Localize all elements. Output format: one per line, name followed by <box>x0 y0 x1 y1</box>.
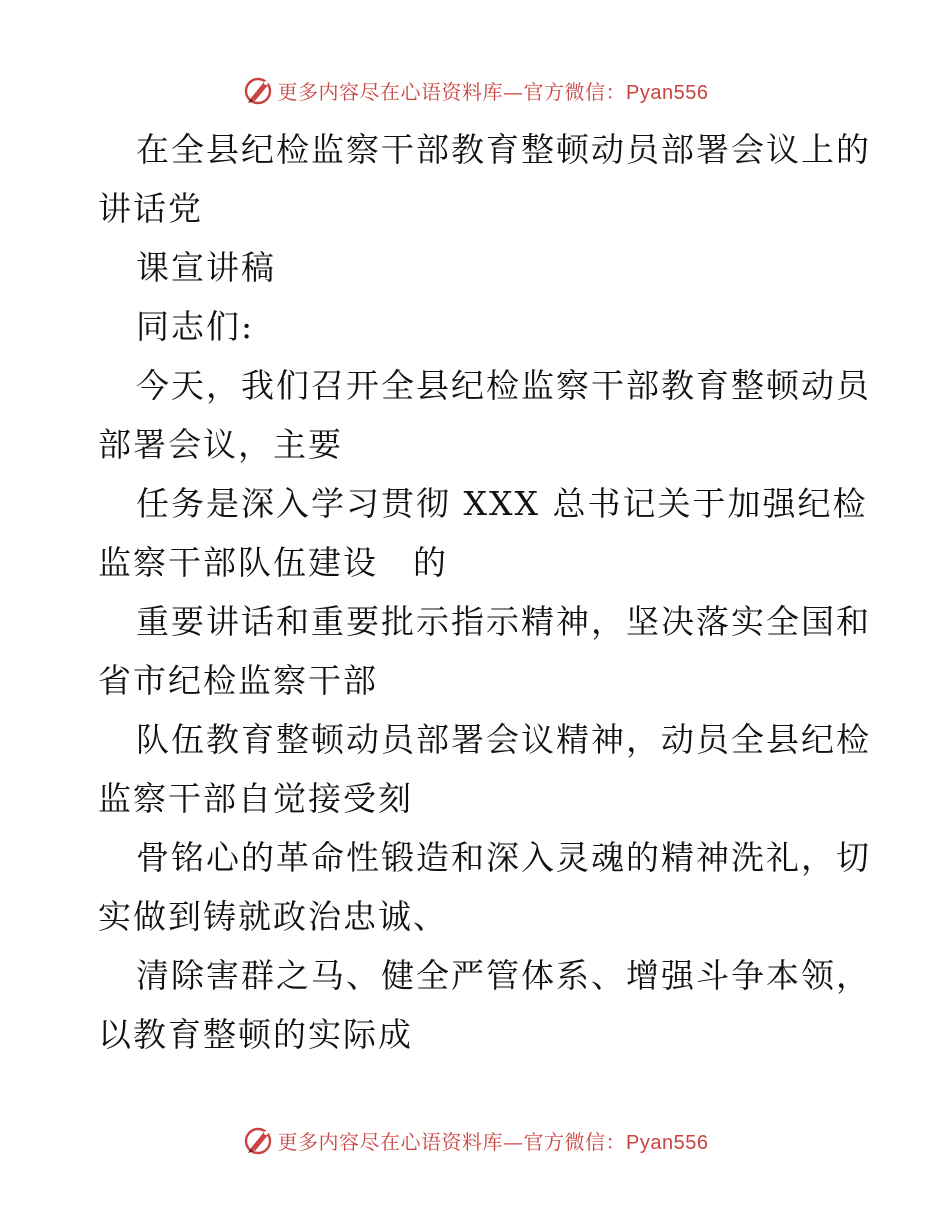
watermark-text <box>278 76 709 105</box>
text-line: 队伍教育整顿动员部署会议精神，动员全县纪检 <box>136 720 871 759</box>
text-line: 在全县纪检监察干部教育整顿动员部署会议上的 <box>136 130 871 169</box>
text-line: 任务是深入学习贯彻 XXX 总书记关于加强纪检 <box>136 484 868 523</box>
greeting-line: 同志们: <box>136 307 255 346</box>
brush-pen-icon <box>242 1124 274 1156</box>
text-line: 骨铭心的革命性锻造和深入灵魂的精神洗礼，切 <box>136 838 871 877</box>
text-line: 今天，我们召开全县纪检监察干部教育整顿动员 <box>136 366 871 405</box>
watermark-wechat-label: 官方微信： <box>523 1129 627 1154</box>
watermark-brand: 更多内容尽在心语资料库 <box>277 1129 504 1154</box>
text-line: 实做到铸就政治忠诚、 <box>98 897 448 936</box>
watermark-brand: 更多内容尽在心语资料库 <box>277 79 504 104</box>
watermark-wechat-id: Pyan556 <box>626 1131 709 1154</box>
footer-watermark <box>0 1120 950 1160</box>
text-line: 讲话党 <box>98 189 203 228</box>
header-watermark <box>0 70 950 110</box>
watermark-separator: — <box>503 79 524 104</box>
watermark-wechat-label: 官方微信： <box>523 79 627 104</box>
document-body <box>98 120 871 1064</box>
text-line: 以教育整顿的实际成 <box>98 1015 413 1054</box>
text-line: 课宣讲稿 <box>136 248 276 287</box>
watermark-separator: — <box>503 1129 524 1154</box>
watermark-wechat-id: Pyan556 <box>626 81 709 104</box>
text-line: 省市纪检监察干部 <box>98 661 378 700</box>
text-line: 清除害群之马、健全严管体系、增强斗争本领， <box>136 956 871 995</box>
text-line: 部署会议，主要 <box>98 425 343 464</box>
brush-pen-icon <box>242 74 274 106</box>
text-line: 监察干部自觉接受刻 <box>98 779 413 818</box>
text-line: 重要讲话和重要批示指示精神，坚决落实全国和 <box>136 602 871 641</box>
text-line: 监察干部队伍建设 的 <box>98 543 448 582</box>
watermark-text <box>278 1126 709 1155</box>
